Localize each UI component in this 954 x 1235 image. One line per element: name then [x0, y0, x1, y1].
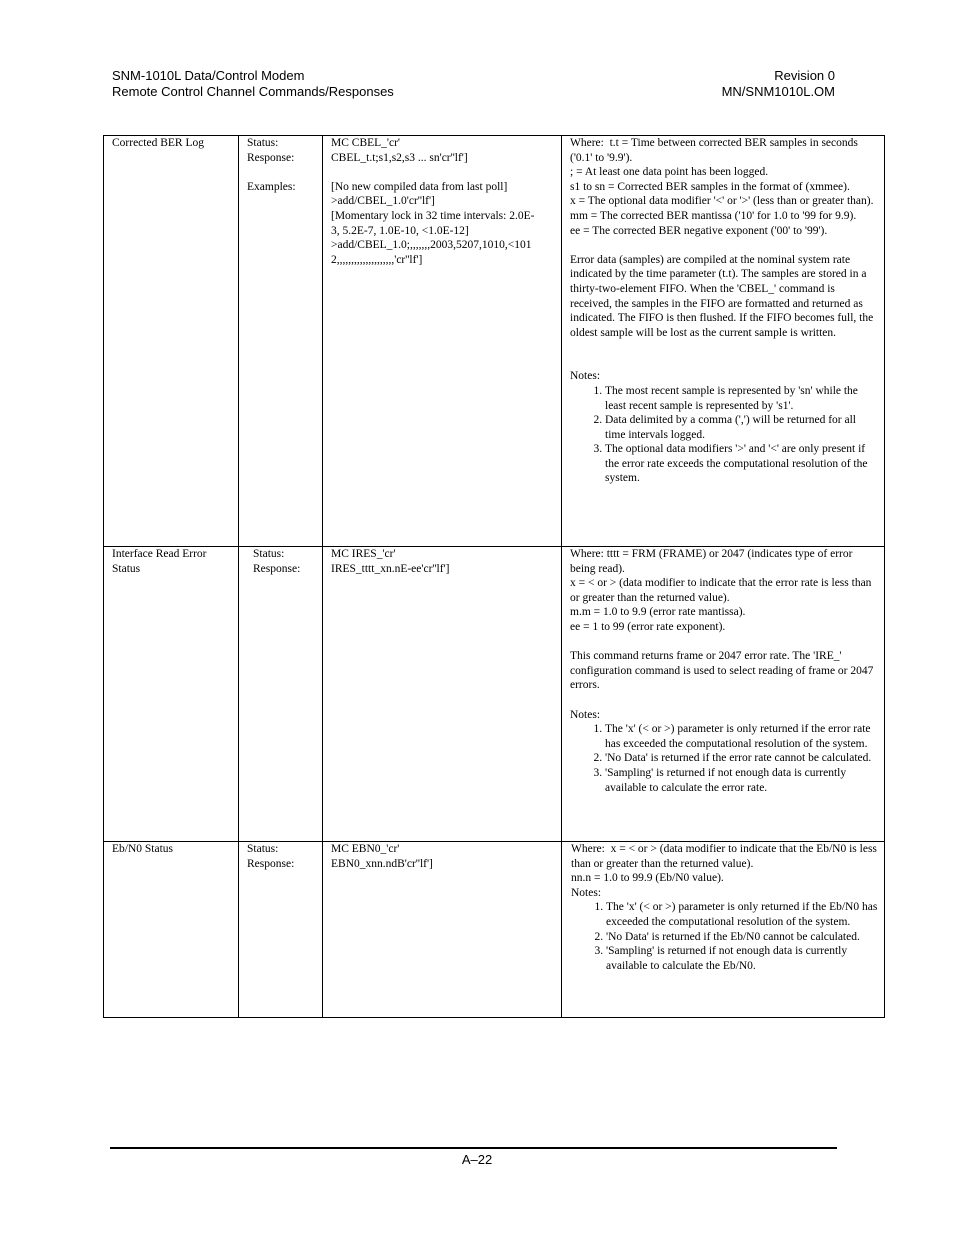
description-line: x = < or > (data modifier to indicate that the error rate is less than or greater than the returned value). — [570, 577, 875, 604]
revision-label: Revision 0 — [774, 68, 835, 83]
parameter-name: Eb/N0 Status — [112, 843, 174, 855]
response-text: IRES_tttt_xn.nE-ee'cr''lf'] — [331, 562, 450, 575]
table-row — [104, 842, 885, 1018]
notes-label: Notes: — [571, 886, 602, 899]
command-text: MC EBN0_'cr' — [331, 843, 400, 855]
description-line: ee = The corrected BER negative exponent ('00' to '99'). — [570, 224, 828, 237]
description-line: Where: tttt = FRM (FRAME) or 2047 (indicates type of error being read). — [570, 548, 856, 575]
table-row — [104, 547, 885, 842]
header-right — [722, 68, 835, 100]
description-paragraph: This command returns frame or 2047 error rate. The 'IRE_' configuration command is used to select reading of frame or 2047 errors. — [570, 650, 877, 692]
command-text: MC CBEL_'cr' — [331, 137, 400, 149]
command-cell — [323, 136, 562, 547]
examples-label: Examples: — [247, 180, 296, 193]
response-text: EBN0_xnn.ndB'cr''lf'] — [331, 857, 433, 870]
description-cell — [562, 547, 885, 842]
notes-label: Notes: — [570, 708, 601, 721]
header-left — [112, 68, 394, 100]
command-cell — [323, 547, 562, 842]
description-line: mm = The corrected BER mantissa ('10' for 1.0 to '99 for 9.9). — [570, 209, 857, 222]
section-title: Remote Control Channel Commands/Responses — [112, 84, 394, 99]
command-text: MC IRES_'cr' — [331, 548, 396, 560]
note-item: 3. 'Sampling' is returned if not enough data is currently available to calculate the Eb/N0. — [606, 944, 879, 973]
response-label: Response: — [253, 562, 301, 575]
page-number: A–22 — [461, 1152, 493, 1167]
note-item: 2. 'No Data' is returned if the error rate cannot be calculated. — [605, 751, 879, 766]
label-cell — [239, 842, 323, 1018]
document-title: SNM-1010L Data/Control Modem — [112, 68, 305, 83]
example-text: >add/CBEL_1.0;,,,,,,,2003,5207,1010,<101 — [331, 239, 532, 252]
description-paragraph: Error data (samples) are compiled at the nominal system rate indicated by the time parameter (t.t). The samples are stored in a thirty-two-element FIFO. When the 'CBEL_' command is received, the samples in the FIFO are formatted and returned as indicated. The FIFO is then flushed. If the FIFO becomes full, the oldest sample will be lost as the current sample is written. — [570, 253, 877, 339]
status-label: Status: — [253, 548, 285, 560]
description-line: x = The optional data modifier '<' or '>' (less than or greater than). — [570, 195, 874, 208]
note-item: 1. The 'x' (< or >) parameter is only returned if the error rate has exceeded the computational resolution of the system. — [605, 722, 879, 751]
example-text: 2,,,,,,,,,,,,,,,,,,,,'cr''lf'] — [331, 253, 423, 266]
response-label: Response: — [247, 151, 295, 164]
description-line: Where: x = < or > (data modifier to indicate that the Eb/N0 is less than or greater than the returned value). — [571, 843, 880, 870]
table-row — [104, 136, 885, 547]
notes-list — [570, 722, 879, 795]
status-label: Status: — [247, 843, 279, 855]
label-cell — [239, 136, 323, 547]
description-line: Where: t.t = Time between corrected BER samples in seconds ('0.1' to '9.9'). — [570, 137, 861, 164]
description-line: m.m = 1.0 to 9.9 (error rate mantissa). — [570, 606, 746, 619]
notes-list — [570, 384, 879, 486]
description-line: ; = At least one data point has been logged. — [570, 166, 769, 179]
note-item: 1. The 'x' (< or >) parameter is only returned if the Eb/N0 has exceeded the computational resolution of the system. — [606, 900, 879, 929]
example-text: 3, 5.2E-7, 1.0E-10, <1.0E-12] — [331, 224, 469, 237]
description-line: s1 to sn = Corrected BER samples in the format of (xmmee). — [570, 180, 850, 193]
description-cell — [562, 136, 885, 547]
document-number: MN/SNM1010L.OM — [721, 84, 835, 99]
note-item: 3. The optional data modifiers '>' and '<' are only present if the error rate exceeds the computational resolution of the system. — [605, 442, 879, 486]
note-item: 2. 'No Data' is returned if the Eb/N0 cannot be calculated. — [606, 930, 879, 945]
parameter-name: Corrected BER Log — [112, 137, 204, 149]
response-text: CBEL_t.t;s1,s2,s3 ... sn'cr''lf'] — [331, 151, 468, 164]
example-text: >add/CBEL_1.0'cr''lf'] — [331, 195, 435, 208]
parameter-cell — [104, 547, 239, 842]
footer-divider — [110, 1147, 837, 1149]
parameter-cell — [104, 842, 239, 1018]
notes-label: Notes: — [570, 370, 601, 383]
label-cell — [239, 547, 323, 842]
description-cell — [562, 842, 885, 1018]
response-label: Response: — [247, 857, 295, 870]
description-line: nn.n = 1.0 to 99.9 (Eb/N0 value). — [571, 872, 724, 885]
status-label: Status: — [247, 137, 279, 149]
command-table — [103, 135, 885, 1018]
example-text: [No new compiled data from last poll] — [331, 180, 508, 193]
command-cell — [323, 842, 562, 1018]
description-line: ee = 1 to 99 (error rate exponent). — [570, 620, 726, 633]
parameter-name: Interface Read Error Status — [112, 548, 210, 575]
note-item: 3. 'Sampling' is returned if not enough data is currently available to calculate the error rate. — [605, 766, 879, 795]
notes-list — [571, 900, 879, 973]
note-item: 2. Data delimited by a comma (',') will be returned for all time intervals logged. — [605, 413, 879, 442]
note-item: 1. The most recent sample is represented by 'sn' while the least recent sample is represented by 's1'. — [605, 384, 879, 413]
parameter-cell — [104, 136, 239, 547]
example-text: [Momentary lock in 32 time intervals: 2.0E- — [331, 209, 535, 222]
